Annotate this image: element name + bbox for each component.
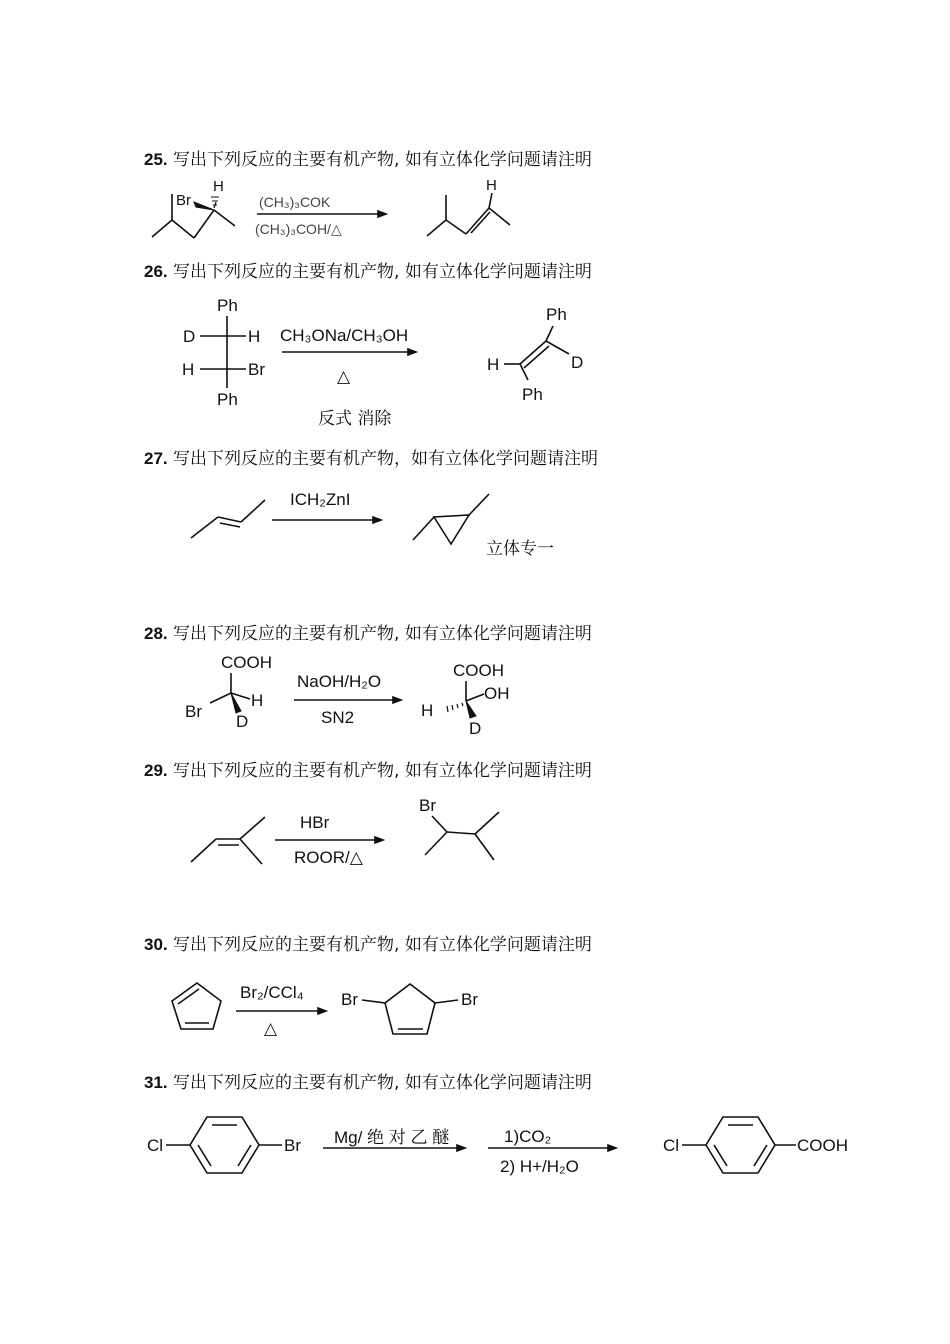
question-text: 写出下列反应的主要有机产物, 如有立体化学问题请注明 xyxy=(173,150,592,170)
question-number: 25. xyxy=(144,150,168,169)
reactant-27 xyxy=(191,500,265,538)
wedge-bond xyxy=(194,202,214,210)
condition-top: Br₂/CCl₄ xyxy=(240,983,304,1002)
atom-oh: OH xyxy=(484,684,510,703)
atom-d: D xyxy=(469,719,482,738)
question-text: 写出下列反应的主要有机产物, 如有立体化学问题请注明 xyxy=(173,262,592,282)
atom-d: D xyxy=(571,353,584,372)
reaction-30 xyxy=(172,983,478,1038)
question-number: 30. xyxy=(144,935,168,954)
atom-h: H xyxy=(182,360,195,379)
condition-top: ICH₂ZnI xyxy=(290,490,351,509)
reaction-27 xyxy=(191,490,554,559)
product-25 xyxy=(427,177,510,236)
atom-br: Br xyxy=(185,702,202,721)
atom-br: Br xyxy=(419,796,436,815)
atom-cl: Cl xyxy=(147,1136,164,1155)
annotation-note: 反式 消除 xyxy=(318,409,392,429)
condition-bottom: (CH₃)₃COH/△ xyxy=(255,221,342,237)
condition-top: NaOH/H₂O xyxy=(297,672,382,691)
atom-ph: Ph xyxy=(546,305,567,324)
condition-step2-bottom: 2) H+/H₂O xyxy=(500,1157,579,1176)
wedge-bond xyxy=(466,701,476,718)
atom-ph: Ph xyxy=(217,296,238,315)
reactant-26-fischer xyxy=(182,296,265,409)
question-number: 26. xyxy=(144,262,168,281)
question-text: 写出下列反应的主要有机产物, 如有立体化学问题请注明 xyxy=(173,761,592,781)
question-number: 31. xyxy=(144,1073,168,1092)
reaction-31 xyxy=(147,1117,848,1176)
product-29 xyxy=(419,796,499,860)
atom-d: D xyxy=(183,327,196,346)
atom-h: H xyxy=(251,691,264,710)
condition-step2-top: 1)CO₂ xyxy=(504,1127,552,1146)
condition-top: HBr xyxy=(300,813,330,832)
atom-cl: Cl xyxy=(663,1136,680,1155)
question-text: 写出下列反应的主要有机产物, 如有立体化学问题请注明 xyxy=(173,624,592,644)
reaction-25 xyxy=(152,177,510,238)
reactant-30-cyclopentadiene xyxy=(172,983,221,1029)
question-number: 27. xyxy=(144,449,168,468)
atom-cooh: COOH xyxy=(453,661,504,680)
atom-h: H xyxy=(486,177,497,194)
atom-cooh: COOH xyxy=(221,653,272,672)
condition-step1: Mg/ 绝 对 乙 醚 xyxy=(334,1128,450,1147)
condition-bottom: △ xyxy=(264,1019,278,1038)
reactant-28 xyxy=(185,653,272,731)
atom-br: Br xyxy=(461,990,478,1009)
condition-top: CH₃ONa/CH₃OH xyxy=(280,326,409,345)
atom-ph: Ph xyxy=(217,390,238,409)
question-text: 写出下列反应的主要有机产物, 如有立体化学问题请注明 xyxy=(173,1073,592,1093)
product-27 xyxy=(413,494,489,544)
question-number: 29. xyxy=(144,761,168,780)
annotation-note: 立体专一 xyxy=(486,539,554,559)
condition-top: (CH₃)₃COK xyxy=(259,194,331,210)
reaction-28 xyxy=(185,653,510,738)
reaction-29 xyxy=(191,796,499,867)
atom-br: Br xyxy=(284,1136,301,1155)
condition-bottom: △ xyxy=(337,367,351,386)
atom-h: H xyxy=(421,701,434,720)
product-30 xyxy=(341,984,478,1034)
product-28 xyxy=(421,661,510,738)
question-text: 写出下列反应的主要有机产物, 如有立体化学问题请注明 xyxy=(173,935,592,955)
reaction-26 xyxy=(182,296,583,429)
product-26 xyxy=(487,305,583,404)
question-text: 写出下列反应的主要有机产物，如有立体化学问题请注明 xyxy=(173,449,599,469)
atom-d: D xyxy=(236,712,249,731)
condition-bottom: ROOR/△ xyxy=(294,848,363,867)
atom-cooh: COOH xyxy=(797,1136,848,1155)
condition-bottom: SN2 xyxy=(321,708,355,727)
reactant-31 xyxy=(147,1117,301,1173)
atom-h: H xyxy=(248,327,261,346)
atom-h: H xyxy=(487,355,500,374)
atom-ph: Ph xyxy=(522,385,543,404)
atom-br: Br xyxy=(176,192,191,209)
atom-br: Br xyxy=(248,360,265,379)
reactant-29 xyxy=(191,817,265,864)
atom-br: Br xyxy=(341,990,358,1009)
atom-h: H xyxy=(213,178,224,195)
product-31 xyxy=(663,1117,848,1173)
reactant-25 xyxy=(152,178,235,238)
question-number: 28. xyxy=(144,624,168,643)
